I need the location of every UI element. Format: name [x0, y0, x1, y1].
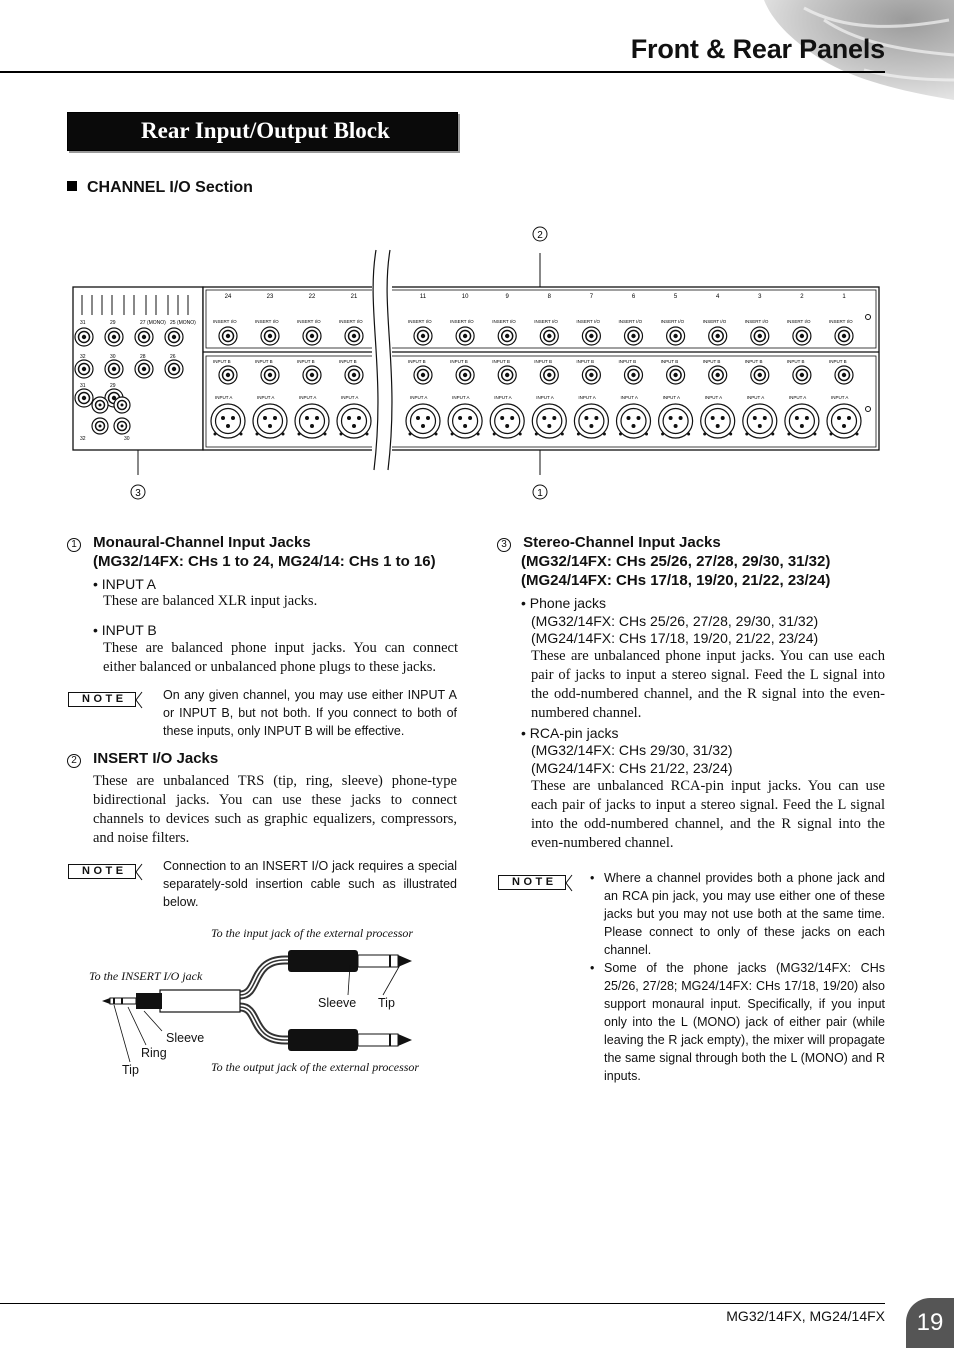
top-plug-housing [288, 950, 358, 972]
input-a-label: INPUT A [662, 395, 681, 400]
note-bracket-icon [564, 875, 574, 891]
input-b-text: These are balanced phone input jacks. You can connect either balanced or unbalanced phone plugs to these jacks. [103, 640, 458, 675]
rca-jacks-sub-1: (MG32/14FX: CHs 29/30, 31/32) [531, 742, 733, 758]
input-b-label: INPUT B [702, 359, 721, 364]
insert-io-label: INSERT I/O [492, 319, 516, 324]
insertion-cable-illustration [100, 945, 420, 1070]
callout-3-number: 3 [135, 488, 141, 499]
input-b-label: INPUT B [534, 359, 552, 364]
input-a-label: • INPUT A [93, 576, 156, 592]
stereo-label: 30 [124, 436, 130, 442]
insert-io-label: INSERT I/O [450, 319, 474, 324]
item-number-2: 2 [67, 754, 81, 768]
cable-label-insert: To the INSERT I/O jack [89, 969, 203, 983]
note-badge [68, 864, 143, 880]
stereo-label: 31 [80, 320, 86, 326]
note-1-text: On any given channel, you may use either INPUT A or INPUT B, but not both. If you connect to both of these inputs, only INPUT B will be effective. [163, 688, 457, 738]
channel-number: 8 [547, 294, 551, 300]
rear-panel-diagram [60, 220, 890, 499]
mono-title: Monaural-Channel Input Jacks [93, 534, 311, 551]
subhead-text: CHANNEL I/O Section [87, 179, 253, 196]
footer-model: MG32/14FX, MG24/14FX [726, 1308, 885, 1324]
insert-io-label: INSERT I/O [534, 319, 558, 324]
phone-jacks-label: • Phone jacks [521, 595, 607, 611]
channel-number: 4 [716, 294, 720, 300]
input-a-text: These are balanced XLR input jacks. [103, 593, 318, 609]
input-b-label: INPUT B [408, 359, 426, 364]
sleeve-label-left: Sleeve [166, 1031, 205, 1045]
stereo-label: 32 [80, 436, 86, 442]
sleeve-label-top: Sleeve [318, 996, 357, 1010]
input-b-label: INPUT B [744, 359, 763, 364]
channel-number: 6 [631, 294, 636, 300]
insert-io-label: INSERT I/O [786, 319, 811, 324]
rca-jacks-label: • RCA-pin jacks [521, 725, 619, 741]
insert-io-label: INSERT I/O [255, 319, 279, 324]
note-2-text: Connection to an INSERT I/O jack requires a special separately-sold insertion cable such as illustrated below. [163, 859, 457, 909]
channel-number: 2 [800, 294, 804, 300]
tip-label-top: Tip [378, 996, 395, 1010]
input-a-label: INPUT A [788, 395, 807, 400]
note-badge-text: NOTE [68, 864, 136, 879]
stereo-subtitle-1: (MG32/14FX: CHs 25/26, 27/28, 29/30, 31/32) [521, 553, 831, 570]
channel-number: 1 [842, 294, 846, 300]
input-a-label: INPUT A [257, 395, 275, 400]
input-b-label: INPUT B [660, 359, 679, 364]
insert-io-label: INSERT I/O [702, 319, 727, 324]
note-bracket-icon [134, 692, 144, 708]
stereo-title: Stereo-Channel Input Jacks [523, 534, 721, 551]
cable-label-output: To the output jack of the external processor [211, 1060, 420, 1074]
panel-break [372, 240, 392, 475]
insert-io-label: INSERT I/O [829, 319, 853, 324]
insert-io-label: INSERT I/O [744, 319, 769, 324]
stereo-label: 29 [110, 383, 116, 389]
phone-jacks-text: These are unbalanced phone input jacks. You can use each pair of jacks to input a stereo signal. Feed the L signal into the odd-numbered channel, and the R signal into the even-numbered channel. [531, 648, 885, 721]
input-b-label: INPUT B [450, 359, 468, 364]
trs-plug-housing [136, 993, 162, 1009]
channel-number: 23 [266, 294, 274, 300]
channel-number: 24 [224, 294, 232, 300]
input-b-label: INPUT B [576, 359, 595, 364]
insert-heading [67, 749, 218, 768]
input-b-label: INPUT B [492, 359, 510, 364]
footer-rule [0, 1303, 885, 1304]
bottom-plug-housing [288, 1029, 358, 1051]
insert-io-label: INSERT I/O [576, 319, 600, 324]
input-b-label: INPUT B [618, 359, 637, 364]
cable-label-input: To the input jack of the external processor [211, 926, 414, 940]
stereo-heading [497, 533, 721, 552]
stereo-label: 32 [80, 354, 86, 360]
note-badge [68, 692, 143, 708]
input-b-label: INPUT B [339, 359, 357, 364]
rca-jacks-text: These are unbalanced RCA-pin input jacks. You can use each pair of jacks to input a stereo signal. Feed the L signal into the odd-numbered channel, and the R signal into the even-numbered channel. [531, 778, 885, 851]
insert-io-label: INSERT I/O [213, 319, 237, 324]
stereo-label: 26 [170, 354, 176, 360]
page-number: 19 [906, 1298, 954, 1348]
input-b-label: • INPUT B [93, 622, 157, 638]
input-a-label: INPUT A [536, 395, 554, 400]
mono-heading [67, 533, 311, 552]
input-b-label: INPUT B [829, 359, 847, 364]
callout-3 [131, 485, 145, 499]
ring-label: Ring [141, 1046, 167, 1060]
input-a-label: INPUT A [746, 395, 765, 400]
channel-number: 21 [350, 294, 358, 300]
input-a-label: INPUT A [620, 395, 638, 400]
input-b-label: INPUT B [213, 359, 231, 364]
stereo-label: 28 [140, 354, 146, 360]
note-bracket-icon [134, 864, 144, 880]
callout-2 [533, 227, 547, 241]
rca-jacks-sub-2: (MG24/14FX: CHs 21/22, 23/24) [531, 760, 733, 776]
input-a-label: INPUT A [704, 395, 723, 400]
insert-io-label: INSERT I/O [297, 319, 321, 324]
stereo-label: 31 [80, 383, 86, 389]
header-rule [0, 71, 885, 73]
item-number-3: 3 [497, 538, 511, 552]
stereo-label: 25 (MONO) [170, 320, 196, 326]
section-subhead [67, 179, 253, 197]
stereo-label: 27 (MONO) [140, 320, 166, 326]
section-banner [67, 112, 458, 151]
stereo-label: 30 [110, 354, 116, 360]
note-badge-text: NOTE [498, 875, 566, 890]
note-badge [498, 875, 573, 891]
input-b-label: INPUT B [255, 359, 273, 364]
input-a-label: INPUT A [215, 395, 233, 400]
insert-io-label: INSERT I/O [339, 319, 363, 324]
phone-jacks-sub-1: (MG32/14FX: CHs 25/26, 27/28, 29/30, 31/32) [531, 613, 819, 629]
input-a-label: INPUT A [831, 395, 849, 400]
channel-number: 3 [758, 294, 762, 300]
stereo-label: 29 [110, 320, 116, 326]
square-bullet-icon [67, 181, 77, 191]
page-title: Front & Rear Panels [630, 34, 885, 64]
section-title: Rear Input/Output Block [141, 118, 390, 143]
input-a-label: INPUT A [494, 395, 512, 400]
channel-number: 11 [419, 294, 427, 300]
phone-jacks-sub-2: (MG24/14FX: CHs 17/18, 19/20, 21/22, 23/24) [531, 630, 819, 646]
mono-subtitle: (MG32/14FX: CHs 1 to 24, MG24/14: CHs 1 to 16) [93, 553, 436, 570]
channel-number: 22 [308, 294, 316, 300]
callout-1 [533, 485, 547, 499]
note-3-item: • Where a channel provides both a phone jack and an RCA pin jack, you may use either one of these jacks but you may not use both at the same time. Please connect to only of these jacks on each channel. [590, 869, 885, 959]
input-b-label: INPUT B [297, 359, 315, 364]
note-3-list [590, 869, 885, 1085]
input-a-label: INPUT A [410, 395, 428, 400]
callout-1-number: 1 [537, 488, 543, 499]
input-a-label: INPUT A [299, 395, 317, 400]
trs-plug-body [160, 990, 240, 1012]
insert-title: INSERT I/O Jacks [93, 750, 219, 767]
channel-number: 10 [461, 294, 469, 300]
insert-io-label: INSERT I/O [618, 319, 643, 324]
note-3-item: • Some of the phone jacks (MG32/14FX: CHs 25/26, 27/28; MG24/14FX: CHs 17/18, 19/20) also support monaural input. Specifically, if you input only into the L (MONO) jack of either pair (while leaving the R jack empty), the mixer will propagate the same signal through both the L (MONO) and R inputs. [590, 959, 885, 1085]
note-badge-text: NOTE [68, 692, 136, 707]
insert-io-label: INSERT I/O [408, 319, 432, 324]
insert-io-label: INSERT I/O [660, 319, 685, 324]
channel-number: 7 [589, 294, 594, 300]
channel-number: 9 [505, 294, 509, 300]
insert-text: These are unbalanced TRS (tip, ring, sleeve) phone-type bidirectional jacks. You can use these jacks to connect channels to devices such as graphic equalizers, compressors, and noise filters. [93, 773, 457, 846]
input-a-label: INPUT A [452, 395, 470, 400]
input-a-label: INPUT A [578, 395, 596, 400]
stereo-subtitle-2: (MG24/14FX: CHs 17/18, 19/20, 21/22, 23/24) [521, 572, 831, 589]
tip-label-left: Tip [122, 1063, 139, 1077]
input-a-label: INPUT A [341, 395, 359, 400]
callout-2-number: 2 [537, 230, 543, 241]
input-b-label: INPUT B [786, 359, 805, 364]
item-number-1: 1 [67, 538, 81, 552]
channel-number: 5 [673, 294, 678, 300]
